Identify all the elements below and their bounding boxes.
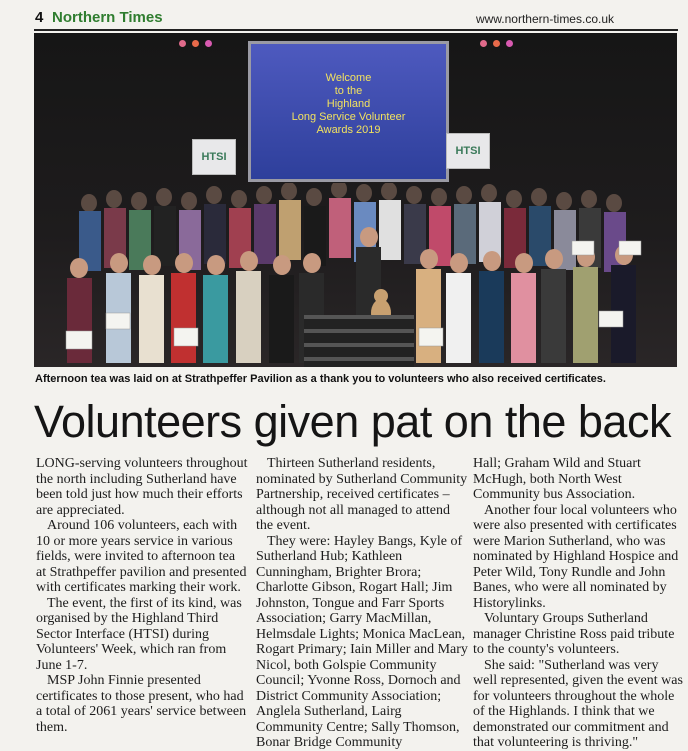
paragraph: Hall; Graham Wild and Stuart McHugh, both North West Community bus Association.: [473, 456, 641, 502]
page-header: [0, 0, 688, 28]
article-column-3: [473, 456, 685, 751]
newspaper-name: Northern Times: [52, 9, 163, 26]
back-row-bodies: [79, 198, 626, 272]
paragraph: Around 106 volunteers, each with 10 or more years service in various fields, were invited to afternoon tea at Strathpeffer pavilion and presented with certificates marking their work.: [36, 518, 247, 595]
header-rule: [34, 29, 678, 31]
stage-light: [480, 40, 487, 47]
stage-steps: [304, 315, 414, 367]
paragraph: Thirteen Sutherland residents, nominated by Sutherland Community Partnership, received certificates – although not all managed to attend the event.: [256, 456, 468, 533]
article-headline: Volunteers given pat on the back: [34, 396, 671, 447]
paragraph: MSP John Finnie presented certificates to those present, who had a total of 2061 years' service between them.: [36, 673, 247, 735]
article-column-2: [256, 456, 468, 751]
htsi-banner-right: HTSI: [446, 133, 490, 169]
welcome-screen-text: Welcome to the Highland Long Service Volunteer Awards 2019: [291, 72, 406, 136]
stage-light: [205, 40, 212, 47]
article-column-1: [36, 456, 248, 735]
website-url: www.northern-times.co.uk: [475, 12, 614, 26]
welcome-screen: [248, 41, 449, 182]
stage-light: [493, 40, 500, 47]
photo-caption: Afternoon tea was laid on at Strathpeffer Pavilion as a thank you to volunteers who also received certificates.: [35, 373, 606, 385]
paragraph: Voluntary Groups Sutherland manager Christine Ross paid tribute to the county's volunteers.: [473, 611, 675, 657]
stage-light: [192, 40, 199, 47]
paragraph: The event, the first of its kind, was organised by the Highland Third Sector Interface (HTSI) during Volunteers' Week, which ran from June 1-7.: [36, 595, 242, 673]
paragraph: She said: "Sutherland was very well represented, given the event was for volunteers throughout the whole of the Highlands. I think that we demonstrated our commitment and that volunteering is thriving.": [473, 657, 683, 750]
paragraph: Another four local volunteers who were also presented with certificates were Marion Sutherland, who was nominated by Highland Hospice and Peter Wild, Tony Rundle and John Banes, who were all nominated by Historylinks.: [473, 502, 679, 611]
stage-light: [179, 40, 186, 47]
page-number: 4: [35, 9, 44, 26]
stage-light: [506, 40, 513, 47]
event-photo: [34, 33, 677, 367]
paragraph: LONG-serving volunteers throughout the north including Sutherland have been told just how much their efforts are appreciated.: [36, 456, 248, 518]
htsi-banner-left: HTSI: [192, 139, 236, 175]
paragraph: They were: Hayley Bangs, Kyle of Sutherland Hub; Kathleen Cunningham, Brighter Brora; Charlotte Gibson, Rogart Hall; Jim Johnston, Tongue and Farr Sports Association; Garry MacMillan, Helmsdale Lights; Monica MacLean, Rogart Primary; Iain Miller and Mary Nicol, both Golspie Community Council; Yvonne Ross, Dornoch and District Community Association; Anglela Sutherland, Lairg Community Centre; Sally Thomson, Bonar Bridge Community: [256, 533, 468, 750]
